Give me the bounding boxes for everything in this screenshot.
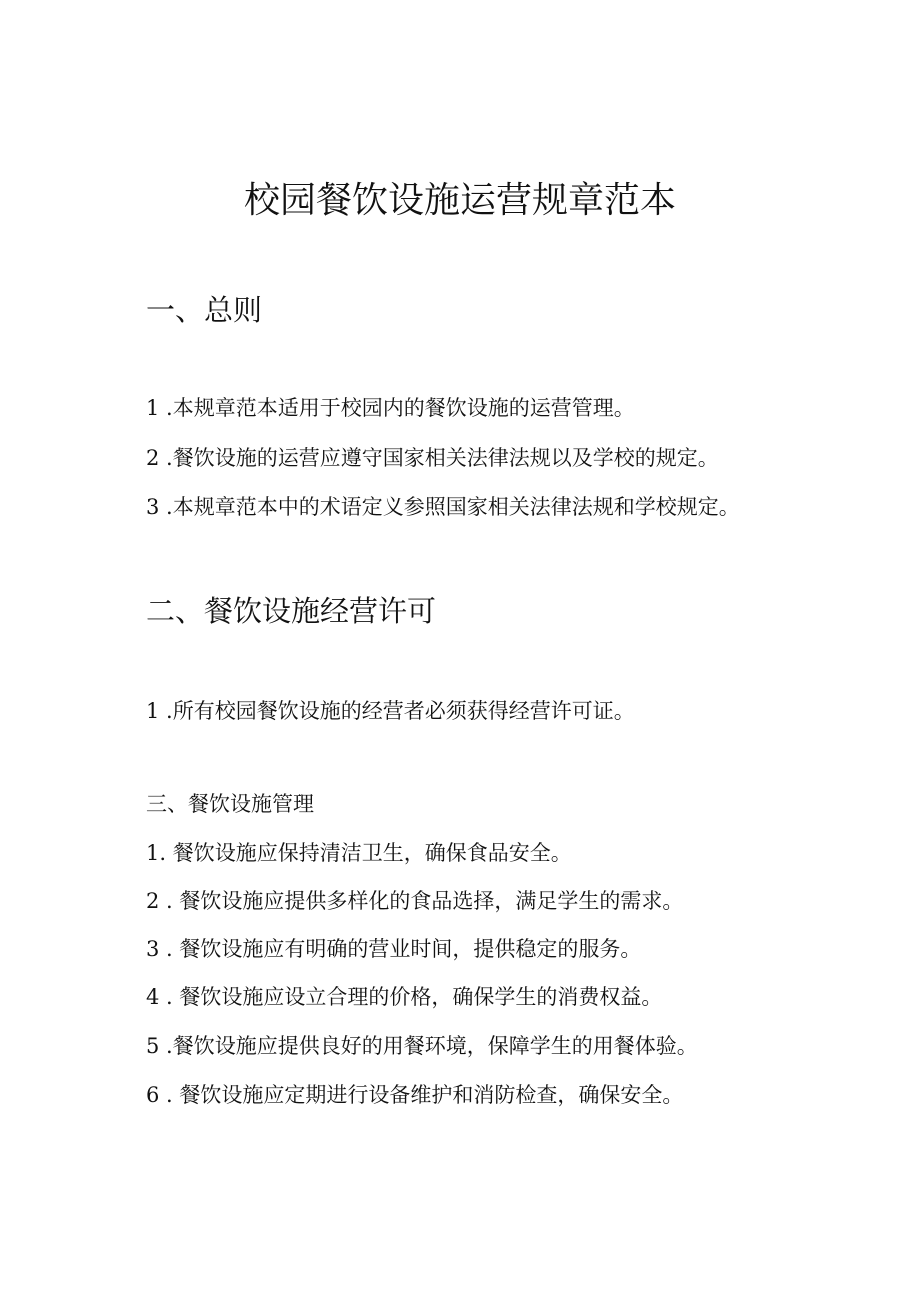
section-heading-general: 一、总则 [146, 293, 263, 327]
section-3-item-1: 1. 餐饮设施应保持清洁卫生，确保食品安全。 [146, 841, 572, 865]
section-1-item-3: 3 .本规章范本中的术语定义参照国家相关法律法规和学校规定。 [146, 495, 740, 519]
section-heading-management: 三、餐饮设施管理 [146, 792, 314, 816]
section-3-item-6: 6 . 餐饮设施应定期进行设备维护和消防检查，确保安全。 [146, 1083, 684, 1107]
section-1-item-1: 1 .本规章范本适用于校园内的餐饮设施的运营管理。 [146, 396, 635, 420]
section-heading-license: 二、餐饮设施经营许可 [146, 594, 437, 628]
document-title: 校园餐饮设施运营规章范本 [243, 180, 676, 221]
section-3-item-4: 4 . 餐饮设施应设立合理的价格，确保学生的消费权益。 [146, 985, 663, 1009]
section-3-item-2: 2 . 餐饮设施应提供多样化的食品选择，满足学生的需求。 [146, 889, 684, 913]
section-2-item-1: 1 .所有校园餐饮设施的经营者必须获得经营许可证。 [146, 699, 635, 723]
section-3-item-3: 3 . 餐饮设施应有明确的营业时间，提供稳定的服务。 [146, 937, 642, 961]
section-1-item-2: 2 .餐饮设施的运营应遵守国家相关法律法规以及学校的规定。 [146, 446, 719, 470]
section-3-item-5: 5 .餐饮设施应提供良好的用餐环境，保障学生的用餐体验。 [146, 1034, 698, 1058]
